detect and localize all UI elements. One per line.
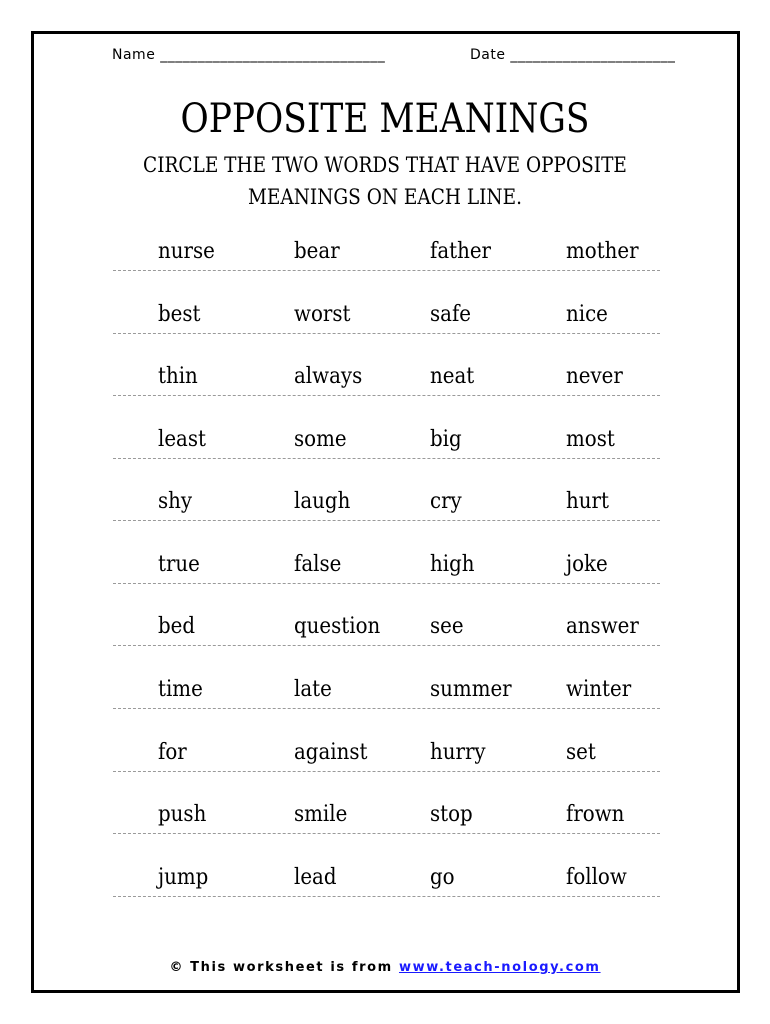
word[interactable]: see <box>430 614 464 639</box>
word[interactable]: never <box>566 364 623 389</box>
word[interactable]: safe <box>430 302 472 327</box>
word[interactable]: hurt <box>566 489 609 514</box>
word[interactable]: go <box>430 865 455 890</box>
word-row <box>113 731 660 772</box>
word[interactable]: father <box>430 239 492 264</box>
word[interactable]: false <box>294 552 342 577</box>
word-row <box>113 856 660 897</box>
word-row <box>113 293 660 334</box>
word[interactable]: hurry <box>430 740 486 765</box>
word[interactable]: best <box>158 302 201 327</box>
word[interactable]: frown <box>566 802 625 827</box>
word[interactable]: big <box>430 427 462 452</box>
word[interactable]: answer <box>566 614 639 639</box>
word-row <box>113 668 660 709</box>
word[interactable]: smile <box>294 802 348 827</box>
word[interactable]: late <box>294 677 332 702</box>
word[interactable]: laugh <box>294 489 351 514</box>
word[interactable]: jump <box>158 865 209 890</box>
copyright-footer <box>0 960 770 975</box>
word-row <box>113 793 660 834</box>
word[interactable]: joke <box>566 552 608 577</box>
word[interactable]: worst <box>294 302 351 327</box>
word[interactable]: lead <box>294 865 337 890</box>
instructions <box>46 149 724 213</box>
word[interactable]: against <box>294 740 368 765</box>
word[interactable]: nurse <box>158 239 215 264</box>
word[interactable]: true <box>158 552 200 577</box>
date-field-label: Date ______________________ <box>470 47 676 63</box>
word[interactable]: shy <box>158 489 193 514</box>
page-title: OPPOSITE MEANINGS <box>180 96 590 142</box>
word[interactable]: high <box>430 552 475 577</box>
word-row <box>113 355 660 396</box>
word[interactable]: thin <box>158 364 198 389</box>
name-field-label: Name ______________________________ <box>112 47 386 63</box>
word[interactable]: for <box>158 740 187 765</box>
word-row <box>113 418 660 459</box>
word[interactable]: stop <box>430 802 473 827</box>
word-row <box>113 605 660 646</box>
word[interactable]: least <box>158 427 206 452</box>
website-link[interactable]: www.teach-nology.com <box>398 960 601 975</box>
word[interactable]: some <box>294 427 347 452</box>
instructions-line-2: MEANINGS ON EACH LINE. <box>248 185 522 209</box>
word[interactable]: follow <box>566 865 627 890</box>
word[interactable]: time <box>158 677 203 702</box>
instructions-line-1: CIRCLE THE TWO WORDS THAT HAVE OPPOSITE <box>143 153 627 177</box>
word[interactable]: winter <box>566 677 632 702</box>
word[interactable]: cry <box>430 489 462 514</box>
word[interactable]: bed <box>158 614 196 639</box>
word[interactable]: push <box>158 802 207 827</box>
word[interactable]: always <box>294 364 363 389</box>
word[interactable]: question <box>294 614 381 639</box>
copyright-text: © This worksheet is from <box>169 960 393 975</box>
word[interactable]: set <box>566 740 596 765</box>
word-row <box>113 543 660 584</box>
word-row <box>113 480 660 521</box>
word[interactable]: summer <box>430 677 512 702</box>
word[interactable]: bear <box>294 239 340 264</box>
word[interactable]: most <box>566 427 615 452</box>
word[interactable]: nice <box>566 302 608 327</box>
word[interactable]: neat <box>430 364 475 389</box>
word[interactable]: mother <box>566 239 639 264</box>
word-row <box>113 230 660 271</box>
